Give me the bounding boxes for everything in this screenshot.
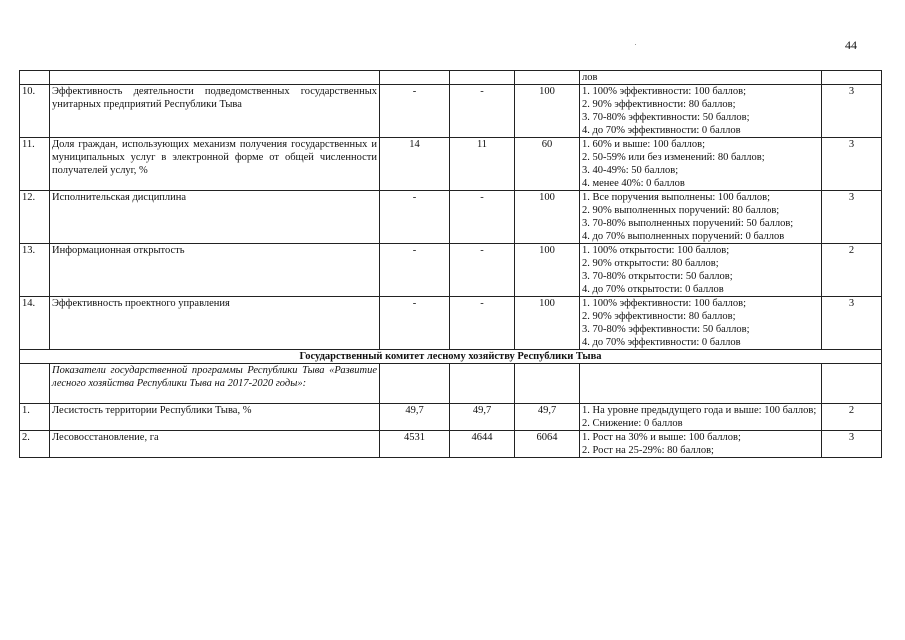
- criteria-line: 4. до 70% выполненных поручений: 0 баллов: [582, 231, 785, 242]
- page-number: 44: [845, 38, 857, 52]
- criteria-line: 2. 90% эффективности: 80 баллов;: [582, 99, 736, 110]
- section-row: [20, 350, 882, 364]
- value-2: -: [450, 191, 515, 244]
- row-number: 10.: [20, 85, 50, 138]
- criteria-line: 2. 90% выполненных поручений: 80 баллов;: [582, 205, 780, 216]
- criteria-line: 4. до 70% открытости: 0 баллов: [582, 284, 724, 295]
- criteria-line: 2. Снижение: 0 баллов: [582, 418, 683, 429]
- table-cell: [822, 71, 882, 85]
- value-2: 11: [450, 138, 515, 191]
- table-cell: [20, 71, 50, 85]
- criteria-line: 2. 50-59% или без изменений: 80 баллов;: [582, 152, 765, 163]
- weight: 3: [822, 431, 882, 458]
- criteria-line: 4. до 70% эффективности: 0 баллов: [582, 337, 741, 348]
- criteria-cell: лов: [580, 71, 822, 85]
- indicator-name: Эффективность проектного управления: [50, 297, 380, 350]
- value-1: -: [380, 244, 450, 297]
- value-2: -: [450, 297, 515, 350]
- table-row: [20, 85, 882, 138]
- table-cell: [450, 364, 515, 404]
- indicator-name: Исполнительская дисциплина: [50, 191, 380, 244]
- criteria-cell: [580, 85, 822, 138]
- criteria-line: 2. 90% открытости: 80 баллов;: [582, 258, 719, 269]
- row-number: 13.: [20, 244, 50, 297]
- value-1: 4531: [380, 431, 450, 458]
- row-number: 14.: [20, 297, 50, 350]
- table-cell: [580, 364, 822, 404]
- value-3: 100: [515, 297, 580, 350]
- value-3: 100: [515, 85, 580, 138]
- value-3: 100: [515, 191, 580, 244]
- table-cell: [20, 364, 50, 404]
- value-1: -: [380, 191, 450, 244]
- row-number: 12.: [20, 191, 50, 244]
- criteria-line: 2. Рост на 25-29%: 80 баллов;: [582, 445, 714, 456]
- table-cell: [515, 71, 580, 85]
- criteria-cell: [580, 404, 822, 431]
- value-3: 60: [515, 138, 580, 191]
- criteria-line: 3. 40-49%: 50 баллов;: [582, 165, 679, 176]
- value-1: 14: [380, 138, 450, 191]
- criteria-line: 4. менее 40%: 0 баллов: [582, 178, 685, 189]
- value-1: -: [380, 85, 450, 138]
- value-2: -: [450, 244, 515, 297]
- weight: 3: [822, 297, 882, 350]
- table-row: [20, 191, 882, 244]
- weight: 3: [822, 85, 882, 138]
- criteria-cell: [580, 191, 822, 244]
- indicator-name: Информационная открытость: [50, 244, 380, 297]
- program-row: [20, 364, 882, 404]
- criteria-line: 1. На уровне предыдущего года и выше: 100 баллов;: [582, 405, 817, 416]
- value-2: -: [450, 85, 515, 138]
- criteria-cell: [580, 244, 822, 297]
- table-row: [20, 297, 882, 350]
- table-cell: [450, 71, 515, 85]
- table-row: [20, 244, 882, 297]
- indicator-name: Лесистость территории Республики Тыва, %: [50, 404, 380, 431]
- indicator-name: Эффективность деятельности подведомственных государственных унитарных предприятий Республики Тыва: [50, 85, 380, 138]
- criteria-cell: [580, 297, 822, 350]
- table-cell: [50, 71, 380, 85]
- table-cell: [822, 364, 882, 404]
- criteria-line: 3. 70-80% выполненных поручений: 50 баллов;: [582, 218, 794, 229]
- program-title: Показатели государственной программы Республики Тыва «Развитие лесного хозяйства Республики Тыва на 2017-2020 годы»:: [50, 364, 380, 404]
- scan-speck: [635, 44, 636, 45]
- value-3: 49,7: [515, 404, 580, 431]
- criteria-cell: [580, 138, 822, 191]
- criteria-cell: [580, 431, 822, 458]
- criteria-line: 3. 70-80% эффективности: 50 баллов;: [582, 324, 750, 335]
- criteria-line: 1. 100% открытости: 100 баллов;: [582, 245, 730, 256]
- value-2: 49,7: [450, 404, 515, 431]
- weight: 3: [822, 138, 882, 191]
- value-1: 49,7: [380, 404, 450, 431]
- criteria-line: 3. 70-80% эффективности: 50 баллов;: [582, 112, 750, 123]
- indicator-name: Лесовосстановление, га: [50, 431, 380, 458]
- table-cell: [380, 71, 450, 85]
- weight: 3: [822, 191, 882, 244]
- table-row: [20, 138, 882, 191]
- criteria-line: 3. 70-80% открытости: 50 баллов;: [582, 271, 733, 282]
- weight: 2: [822, 404, 882, 431]
- criteria-line: 1. Все поручения выполнены: 100 баллов;: [582, 192, 770, 203]
- indicator-name: Доля граждан, использующих механизм получения государственных и муниципальных услуг в электронной форме от общей численности получателей услуг, %: [50, 138, 380, 191]
- value-2: 4644: [450, 431, 515, 458]
- table-row: [20, 431, 882, 458]
- row-number: 2.: [20, 431, 50, 458]
- criteria-line: 1. 100% эффективности: 100 баллов;: [582, 298, 747, 309]
- value-3: 6064: [515, 431, 580, 458]
- table-row-top: [20, 71, 882, 85]
- value-1: -: [380, 297, 450, 350]
- criteria-line: 2. 90% эффективности: 80 баллов;: [582, 311, 736, 322]
- table-cell: [515, 364, 580, 404]
- section-title: Государственный комитет лесному хозяйству Республики Тыва: [20, 350, 882, 364]
- criteria-line: 1. 60% и выше: 100 баллов;: [582, 139, 705, 150]
- criteria-line: 1. 100% эффективности: 100 баллов;: [582, 86, 747, 97]
- value-3: 100: [515, 244, 580, 297]
- table-row: [20, 404, 882, 431]
- criteria-line: 1. Рост на 30% и выше: 100 баллов;: [582, 432, 741, 443]
- row-number: 1.: [20, 404, 50, 431]
- weight: 2: [822, 244, 882, 297]
- criteria-line: 4. до 70% эффективности: 0 баллов: [582, 125, 741, 136]
- indicators-table: [19, 70, 882, 458]
- row-number: 11.: [20, 138, 50, 191]
- table-cell: [380, 364, 450, 404]
